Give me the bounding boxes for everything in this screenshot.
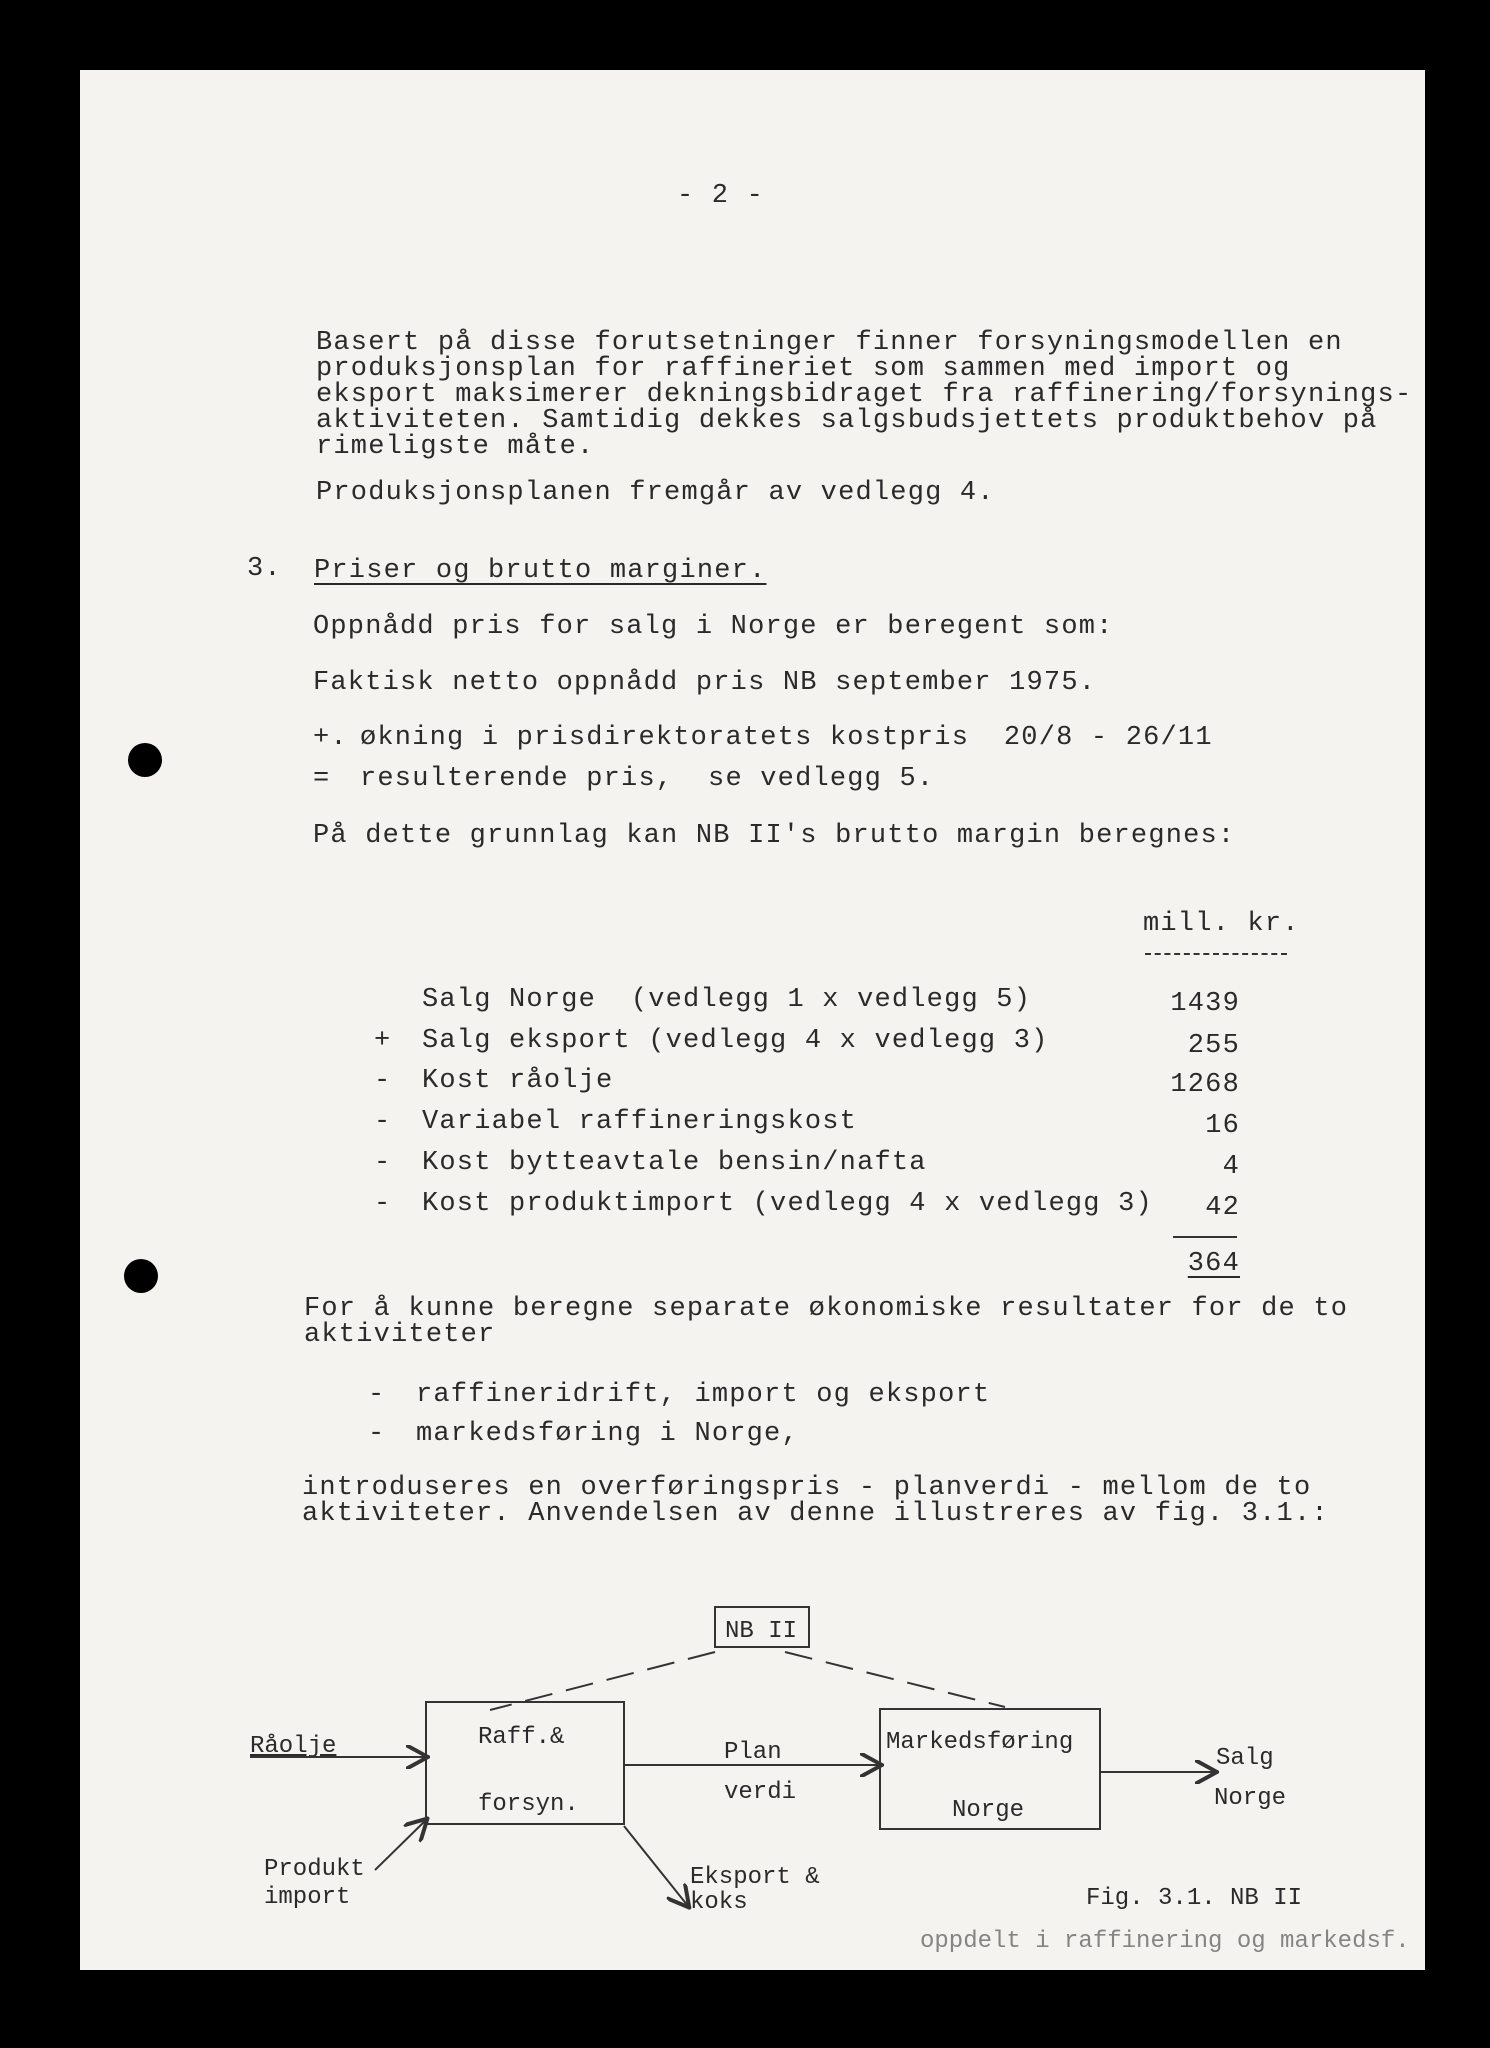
export-arrow (624, 1826, 688, 1906)
output-line2: Norge (1214, 1785, 1287, 1812)
market-box-line1: Markedsføring (886, 1729, 1074, 1756)
margin-total: 364 (1187, 1249, 1240, 1279)
table-row-label: Salg eksport (vedlegg 4 x vedlegg 3) (422, 1026, 1049, 1056)
text-line: eksport maksimerer dekningsbidraget fra raffinering/forsynings- (316, 380, 1413, 410)
table-row-op: - (374, 1189, 392, 1219)
table-row-value: 16 (1205, 1111, 1240, 1141)
text-line: Basert på disse forutsetninger finner forsyningsmodellen en (316, 328, 1343, 358)
text-line: For å kunne beregne separate økonomiske resultater for de to (304, 1294, 1349, 1324)
table-row-value: 1268 (1170, 1070, 1240, 1100)
nb-ii-label: NB II (725, 1618, 798, 1645)
figure-caption: Fig. 3.1. NB II (1086, 1885, 1303, 1912)
activity-op: - (368, 1419, 386, 1449)
text-line: produksjonsplan for raffineriet som sammen med import og (316, 354, 1291, 384)
import-line2: import (264, 1884, 351, 1911)
export-line2: koks (690, 1889, 748, 1916)
figure-caption-line2: oppdelt i raffinering og markedsf. (920, 1928, 1410, 1955)
price-intro: Oppnådd pris for salg i Norge er beregent som: (313, 612, 1114, 642)
activity-text: markedsføring i Norge, (416, 1419, 799, 1449)
table-row-value: 255 (1187, 1031, 1240, 1061)
text-line: aktiviteter (304, 1320, 496, 1350)
raff-box-line2: forsyn. (478, 1791, 579, 1818)
input-raolje-label: Råolje (250, 1733, 337, 1760)
table-row-value: 42 (1205, 1193, 1240, 1223)
activity-op: - (368, 1380, 386, 1410)
paragraph-production-plan: Produksjonsplanen fremgår av vedlegg 4. (316, 478, 995, 508)
import-line1: Produkt (264, 1856, 365, 1883)
table-row-label: Salg Norge (vedlegg 1 x vedlegg 5) (422, 985, 1032, 1015)
activity-text: raffineridrift, import og eksport (416, 1380, 991, 1410)
planverdi-line1: Plan (724, 1739, 782, 1766)
table-row-label: Kost råolje (422, 1066, 614, 1096)
market-box-line2: Norge (952, 1797, 1025, 1824)
text-line: introduseres en overføringspris - planverdi - mellom de to (302, 1473, 1312, 1503)
section-number: 3. (247, 554, 282, 584)
text-line: aktiviteten. Samtidig dekkes salgsbudsjettets produktbehov på (316, 406, 1378, 436)
price-line-3-op: = (313, 764, 331, 794)
price-line-3-text: resulterende pris, se vedlegg 5. (360, 764, 935, 794)
page-number: - 2 - (677, 181, 765, 211)
import-arrow (375, 1820, 426, 1870)
table-row-value: 4 (1222, 1152, 1240, 1182)
price-line-2-op: +. (313, 723, 348, 753)
table-row-op: + (374, 1026, 392, 1056)
table-row-op: - (374, 1107, 392, 1137)
section-title: Priser og brutto marginer. (314, 556, 767, 586)
dashed-link-right (785, 1652, 1005, 1707)
text-line: aktiviteter. Anvendelsen av denne illustreres av fig. 3.1.: (302, 1499, 1329, 1529)
table-row-label: Variabel raffineringskost (422, 1107, 858, 1137)
price-line-1: Faktisk netto oppnådd pris NB september 1975. (313, 668, 1097, 698)
price-line-2-text: økning i prisdirektoratets kostpris 20/8 - 26/11 (360, 723, 1213, 753)
output-line1: Salg (1216, 1745, 1274, 1772)
table-row-label: Kost bytteavtale bensin/nafta (422, 1148, 927, 1178)
planverdi-line2: verdi (724, 1779, 797, 1806)
table-row-label: Kost produktimport (vedlegg 4 x vedlegg 3) (422, 1189, 1153, 1219)
text-line: rimeligste måte. (316, 432, 595, 462)
table-row-op: - (374, 1148, 392, 1178)
unit-header: mill. kr. (1143, 909, 1300, 939)
raff-box-line1: Raff.& (478, 1724, 565, 1751)
table-row-op: - (374, 1066, 392, 1096)
table-row-value: 1439 (1170, 989, 1240, 1019)
margin-intro: På dette grunnlag kan NB II's brutto margin beregnes: (313, 821, 1236, 851)
export-line1: Eksport & (690, 1864, 820, 1891)
